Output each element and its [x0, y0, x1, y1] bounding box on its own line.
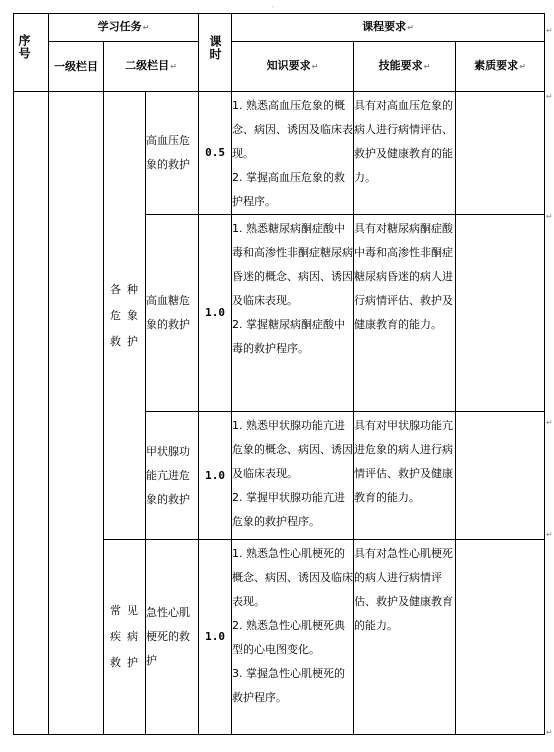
seq-cell — [14, 92, 49, 735]
group-cell — [104, 540, 146, 735]
quality-cell — [456, 540, 545, 735]
group-cell — [104, 92, 146, 540]
curriculum-table — [13, 13, 545, 735]
knowledge-item: 1. 熟悉甲状腺功能亢进危象的概念、病因、诱因及临床表现。 — [232, 419, 354, 480]
quality-cell — [456, 412, 545, 540]
hours-value: 1.0 — [205, 468, 225, 482]
row-end-mark: ↵ — [546, 418, 553, 427]
topic-cell — [146, 412, 199, 540]
knowledge-header-label: 知识要求 — [266, 59, 311, 72]
row-end-mark: ↵ — [546, 26, 553, 35]
skill-text: 具有对甲状腺功能亢进危象的病人进行病情评估、救护及健康教育的能力。 — [354, 419, 454, 504]
topic-cell — [146, 540, 199, 735]
hours-header-label: 课时 — [208, 35, 223, 61]
skill-cell — [354, 92, 456, 215]
group-label: 常见疾病救护 — [110, 604, 144, 669]
seq-header — [14, 14, 49, 92]
skill-text: 具有对高血压危象的病人进行病情评估、救护及健康教育的能力。 — [354, 99, 454, 184]
level1-header — [49, 42, 104, 92]
skill-text: 具有对糖尿病酮症酸中毒和高渗性非酮症糖尿病昏迷的病人进行病情评估、救护及健康教育的能力。 — [354, 222, 454, 331]
task-header: 学习任务↵ — [49, 14, 199, 42]
level1-cell — [49, 92, 104, 735]
hours-value: 1.0 — [205, 630, 225, 643]
hours-cell — [199, 215, 232, 412]
topic-label: 高血压危象的救护 — [146, 134, 190, 171]
knowledge-header: 知识要求↵ — [232, 42, 354, 92]
header-row-2 — [14, 42, 545, 92]
topic-label: 甲状腺功能亢进危象的救护 — [146, 444, 190, 506]
quality-cell — [456, 92, 545, 215]
topic-cell — [146, 215, 199, 412]
hours-cell — [199, 92, 232, 215]
skill-cell — [354, 540, 456, 735]
group-label: 各种危象救护 — [110, 282, 144, 348]
knowledge-cell — [232, 215, 354, 412]
row-end-mark: ↵ — [546, 728, 553, 737]
row-end-mark: ↵ — [546, 530, 553, 539]
knowledge-item: 2. 掌握糖尿病酮症酸中毒的救护程序。 — [232, 318, 346, 355]
row-end-mark: ↵ — [546, 212, 553, 221]
knowledge-cell — [232, 412, 354, 540]
header-row-1 — [14, 14, 545, 42]
level2-header: 二级栏目↵ — [104, 42, 199, 92]
knowledge-item: 1. 熟悉急性心肌梗死的概念、病因、诱因及临床表现。 — [232, 547, 354, 608]
hours-value: 1.0 — [205, 306, 225, 319]
topic-cell — [146, 92, 199, 215]
seq-header-label: 序号 — [17, 34, 31, 60]
knowledge-item: 2. 掌握高血压危象的救护程序。 — [232, 171, 346, 208]
knowledge-cell — [232, 540, 354, 735]
skill-cell — [354, 215, 456, 412]
hours-cell — [199, 412, 232, 540]
knowledge-item: 2. 掌握甲状腺功能亢进危象的救护程序。 — [232, 491, 346, 528]
level2-header-label: 二级栏目 — [125, 59, 170, 72]
quality-cell — [456, 215, 545, 412]
knowledge-cell — [232, 92, 354, 215]
row-end-mark: ↵ — [546, 92, 553, 101]
topic-label: 高血糖危象的救护 — [146, 294, 190, 331]
course-req-header: 课程要求↵ — [232, 14, 545, 42]
hours-cell — [199, 540, 232, 735]
knowledge-item: 2. 熟悉急性心肌梗死典型的心电图变化。 — [232, 619, 346, 656]
course-req-header-label: 课程要求 — [362, 20, 407, 33]
topic-label: 急性心肌梗死的救护 — [146, 606, 190, 667]
hours-header — [199, 14, 232, 92]
knowledge-item: 1. 熟悉糖尿病酮症酸中毒和高渗性非酮症糖尿病昏迷的概念、病因、诱因及临床表现。 — [232, 222, 354, 307]
level1-header-label: 一级栏目 — [54, 59, 98, 73]
knowledge-item: 3. 掌握急性心肌梗死的救护程序。 — [232, 667, 346, 704]
task-header-label: 学习任务 — [97, 20, 142, 33]
quality-header-label: 素质要求 — [474, 59, 519, 72]
skill-cell — [354, 412, 456, 540]
knowledge-item: 1. 熟悉高血压危象的概念、病因、诱因及临床表现。 — [232, 99, 354, 160]
skill-header-label: 技能要求 — [378, 59, 423, 72]
page-dot: , — [272, 2, 274, 9]
quality-header: 素质要求↵ — [456, 42, 545, 92]
table-row — [14, 92, 545, 215]
hours-value: 0.5 — [205, 146, 225, 159]
skill-text: 具有对急性心肌梗死的病人进行病情评估、救护及健康教育的能力。 — [354, 547, 454, 632]
skill-header: 技能要求↵ — [354, 42, 456, 92]
